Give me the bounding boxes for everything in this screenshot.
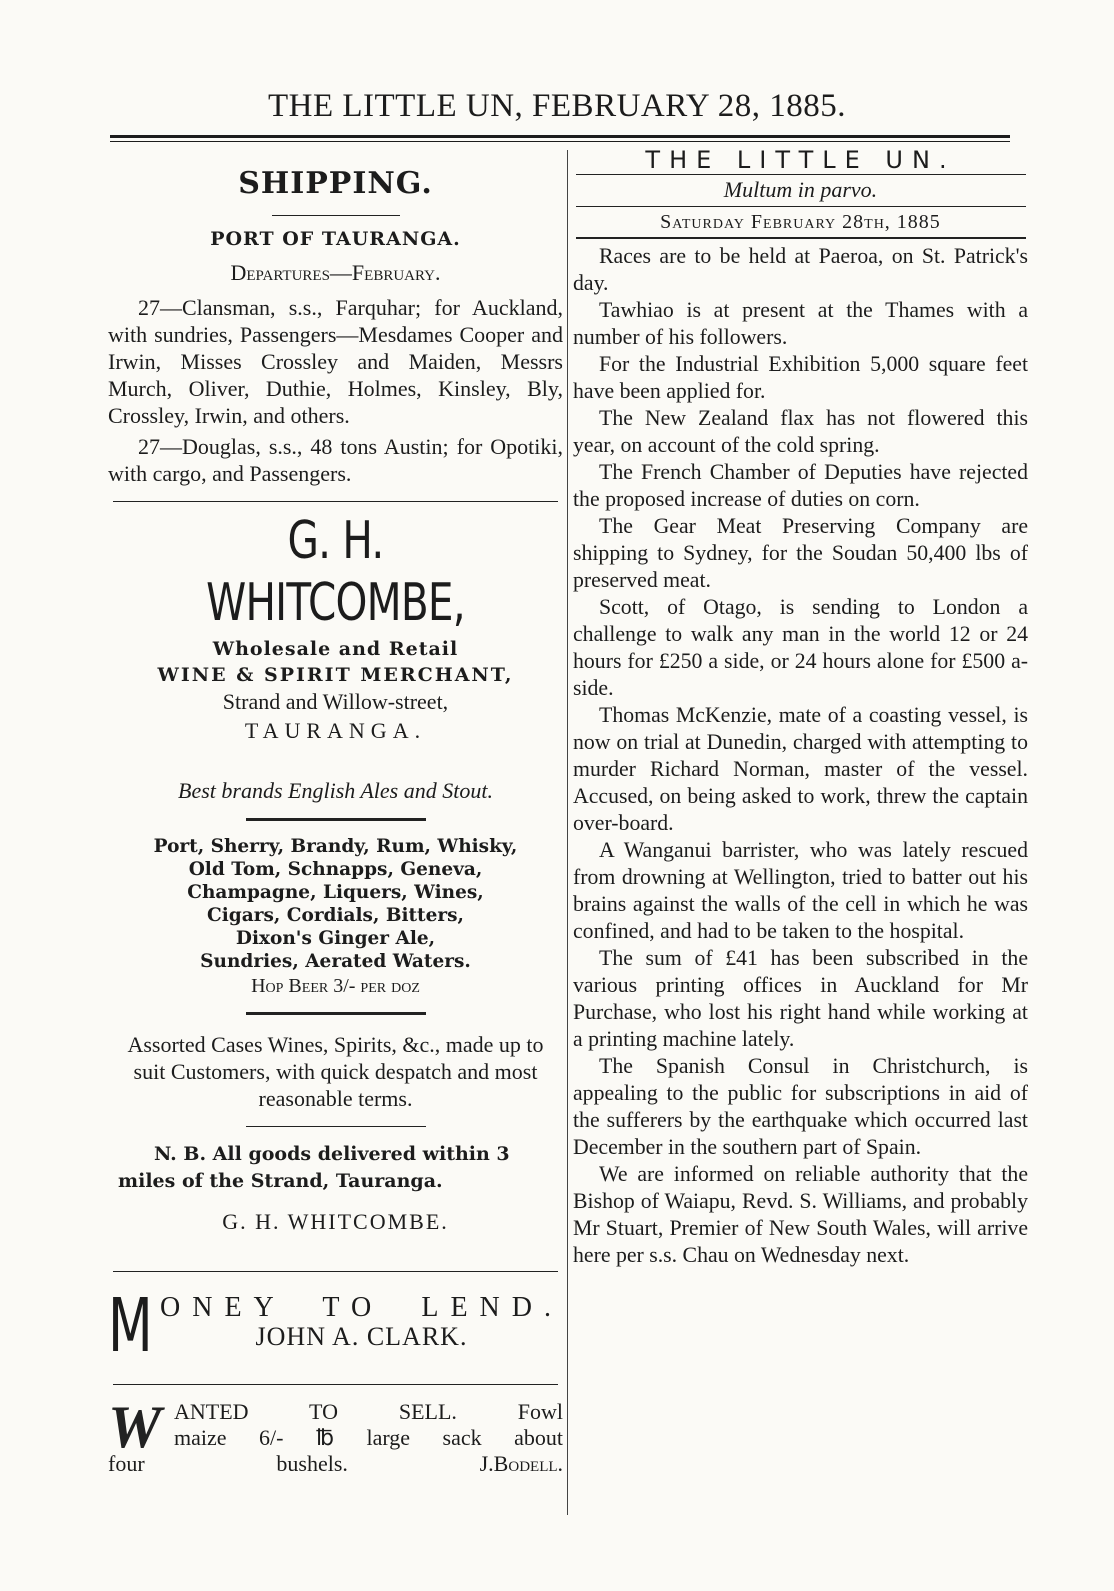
- news-item: Scott, of Otago, is sending to London a challenge to walk any man in the world 12 or 24 hours for £250 a side, or 24 hours alone for £500 a-side.: [573, 595, 1028, 700]
- divider: [113, 1271, 558, 1272]
- divider: [113, 1384, 558, 1385]
- drop-cap: W: [108, 1394, 162, 1460]
- whitcombe-line2: WINE & SPIRIT MERCHANT,: [157, 664, 514, 686]
- whitcombe-town: TAURANGA.: [244, 718, 427, 743]
- divider: [576, 174, 1026, 175]
- divider: [272, 215, 400, 216]
- whitcombe-name: G. H. WHITCOMBE,: [206, 511, 465, 633]
- column-divider: [567, 150, 568, 1515]
- divider: [576, 206, 1026, 207]
- money-to-lend-ad: [108, 1283, 563, 1369]
- product-line: Port, Sherry, Brandy, Rum, Whisky,: [153, 836, 518, 857]
- whitcombe-tagline: Best brands English Ales and Stout.: [178, 778, 493, 803]
- wanted-line1: ANTED TO SELL. Fowl: [174, 1399, 563, 1424]
- money-line1: ONEY TO LEND.: [160, 1292, 563, 1323]
- news-item: The Gear Meat Preserving Company are shipping to Sydney, for the Soudan 50,400 lbs of preserved meat.: [573, 514, 1028, 592]
- departures-heading: Departures—February.: [230, 260, 441, 285]
- product-line: Cigars, Cordials, Bitters,: [207, 905, 464, 926]
- product-line: Dixon's Ginger Ale,: [235, 928, 436, 949]
- port-heading: PORT OF TAURANGA.: [210, 228, 461, 250]
- hop-beer-price: Hop Beer 3/- per doz: [251, 975, 420, 997]
- whitcombe-signature: G. H. WHITCOMBE.: [222, 1209, 449, 1234]
- news-item: Races are to be held at Paeroa, on St. Patrick's day.: [573, 244, 1028, 295]
- divider: [576, 237, 1026, 239]
- news-item: The French Chamber of Deputies have rejected the proposed increase of duties on corn.: [573, 460, 1028, 511]
- news-item: Tawhiao is at present at the Thames with a number of his followers.: [573, 298, 1028, 349]
- news-item: The Spanish Consul in Christchurch, is appealing to the public for subscriptions in aid of the sufferers by the earthquake which occurred last December in the southern part of Spain.: [573, 1054, 1028, 1159]
- product-line: Old Tom, Schnapps, Geneva,: [188, 859, 483, 880]
- money-line2: JOHN A. CLARK.: [255, 1322, 468, 1351]
- left-column: [108, 148, 563, 1483]
- news-item: A Wanganui barrister, who was lately rescued from drowning at Wellington, tried to batter out his brains against the walls of the cell in which he was confined, and had to be taken to the hospital.: [573, 838, 1028, 943]
- drop-cap: M: [108, 1283, 153, 1369]
- whitcombe-line1: Wholesale and Retail: [212, 638, 459, 660]
- news-item: For the Industrial Exhibition 5,000 square feet have been applied for.: [573, 352, 1028, 403]
- shipping-entry: 27—Douglas, s.s., 48 tons Austin; for Opotiki, with cargo, and Passengers.: [108, 434, 563, 486]
- wanted-line2: maize 6/- ℔ large sack about: [174, 1425, 563, 1450]
- wanted-signature: J.Bodell.: [479, 1451, 564, 1476]
- masthead-date: Saturday February 28th, 1885: [660, 211, 941, 233]
- divider: [246, 1126, 426, 1127]
- wanted-to-sell-ad: [108, 1394, 564, 1483]
- news-item: The New Zealand flax has not flowered this year, on account of the cold spring.: [573, 406, 1028, 457]
- right-column: [573, 148, 1028, 1269]
- news-column: [573, 243, 1028, 1269]
- shipping-entry: 27—Clansman, s.s., Farquhar; for Auckland, with sundries, Passengers—Mesdames Cooper and Irwin, Misses Crossley and Maiden, Messrs Murch, Oliver, Duthie, Holmes, Kinsley, Bly, Crossley, Irwin, and others.: [108, 295, 563, 428]
- product-line: Champagne, Liquers, Wines,: [187, 882, 484, 903]
- whitcombe-address: Strand and Willow-street,: [222, 689, 449, 714]
- product-list: [108, 835, 563, 973]
- product-line: Sundries, Aerated Waters.: [200, 951, 471, 972]
- page-header: THE LITTLE UN, FEBRUARY 28, 1885.: [267, 88, 847, 124]
- assorted-text: Assorted Cases Wines, Spirits, &c., made up to suit Customers, with quick despatch and most reasonable terms.: [127, 1032, 544, 1111]
- news-item: We are informed on reliable authority that the Bishop of Waiapu, Revd. S. Williams, and probably Mr Stuart, Premier of New South Wales, will arrive here per s.s. Chau on Wednesday next.: [573, 1162, 1028, 1267]
- wanted-line3: [108, 1451, 563, 1477]
- masthead-title: THE LITTLE UN.: [645, 146, 956, 174]
- header-rule-thin: [110, 141, 1010, 142]
- divider: [246, 1012, 426, 1015]
- divider: [113, 501, 558, 502]
- nb-text: N. B. All goods delivered within 3 miles of the Strand, Tauranga.: [118, 1143, 510, 1192]
- shipping-title: SHIPPING.: [238, 166, 433, 201]
- divider: [246, 818, 426, 821]
- news-item: Thomas McKenzie, mate of a coasting vessel, is now on trial at Dunedin, charged with attempting to murder Richard Norman, master of the vessel. Accused, on being asked to work, threw the captain over-board.: [573, 703, 1028, 835]
- header-rule-thick: [110, 135, 1010, 138]
- news-item: The sum of £41 has been subscribed in the various printing offices in Auckland for Mr Purchase, who lost his right hand while working at a printing machine lately.: [573, 946, 1028, 1051]
- wanted-quantity: four bushels.: [108, 1451, 348, 1476]
- masthead-motto: Multum in parvo.: [723, 177, 878, 202]
